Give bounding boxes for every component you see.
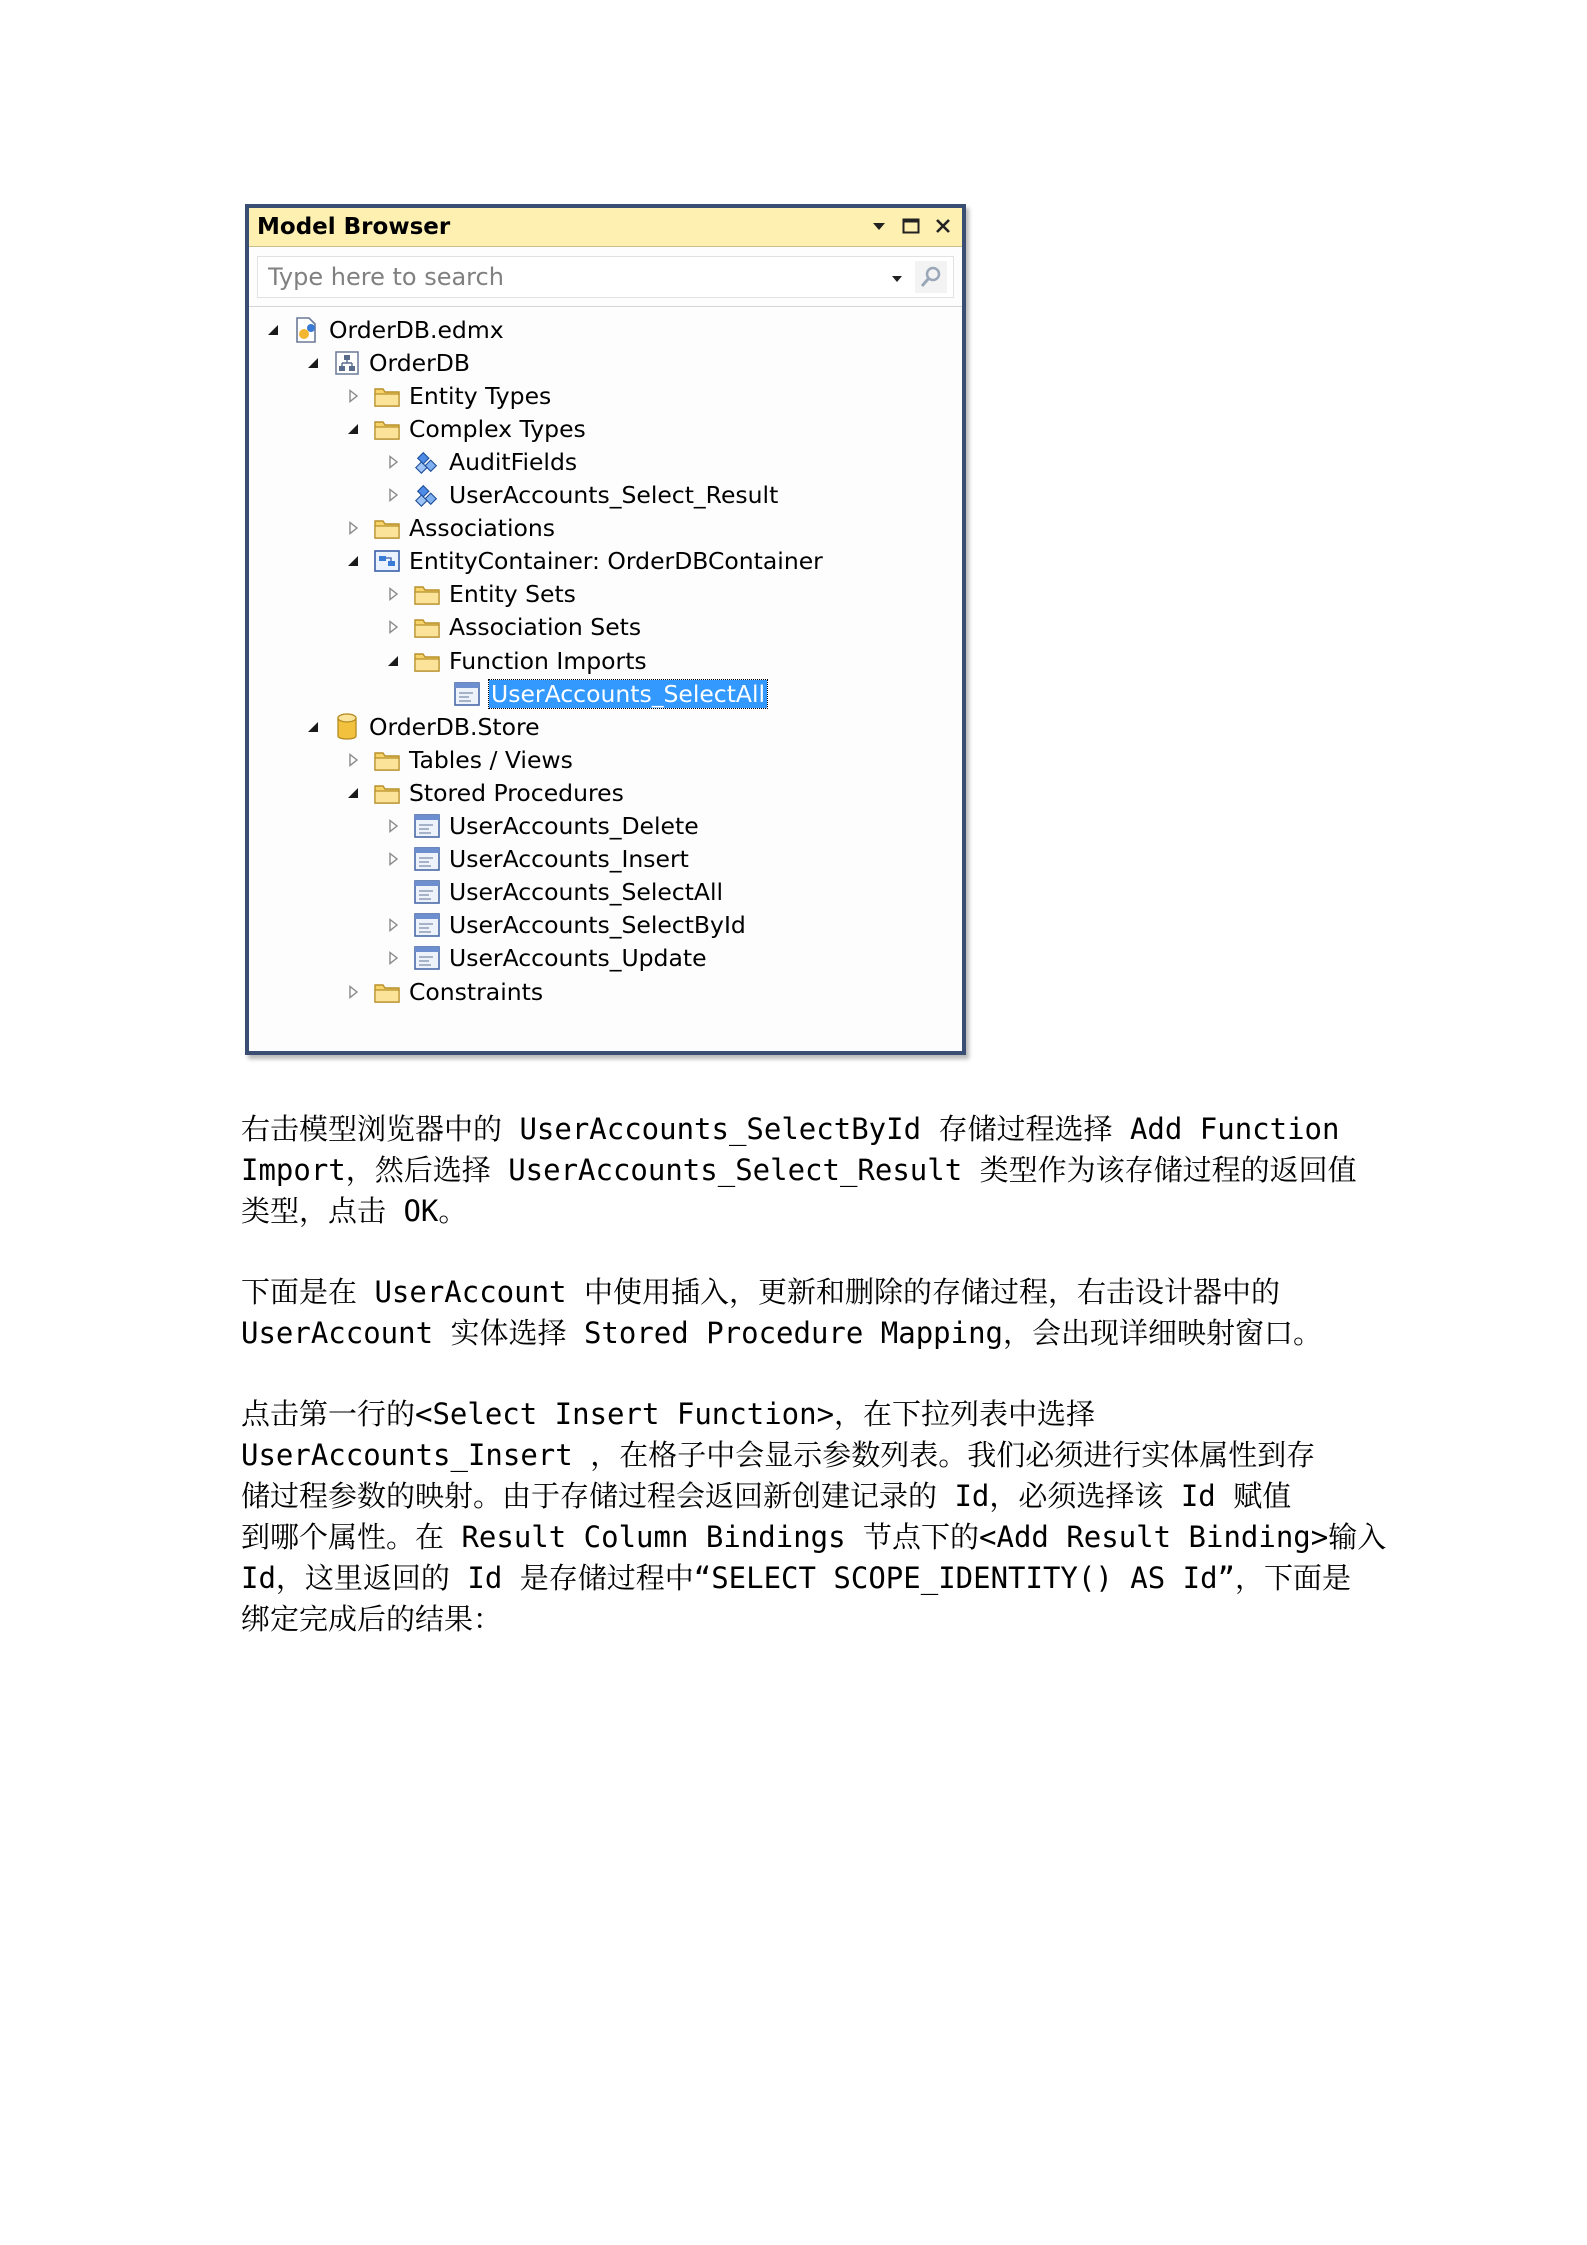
folder-icon xyxy=(373,514,401,542)
tree-node[interactable] xyxy=(305,710,540,743)
tree-node-label: Entity Sets xyxy=(449,580,576,609)
maximize-icon[interactable] xyxy=(898,212,924,240)
entity-container-icon xyxy=(373,547,401,575)
tree-node-label: UserAccounts_Select_Result xyxy=(449,481,779,509)
folder-icon xyxy=(373,746,401,774)
tree-node[interactable] xyxy=(345,412,586,445)
tree-node-label: Tables / Views xyxy=(409,745,573,774)
tree-node[interactable] xyxy=(345,743,573,776)
model-browser-window xyxy=(245,204,966,1055)
collapsed-arrow-icon[interactable] xyxy=(385,950,401,966)
collapsed-arrow-icon[interactable] xyxy=(385,917,401,933)
text-line: 点击第一行的<Select Insert Function>，在下拉列表中选择 xyxy=(241,1397,1096,1431)
tree-node[interactable] xyxy=(385,810,699,843)
collapsed-arrow-icon[interactable] xyxy=(345,388,361,404)
tree-node[interactable] xyxy=(345,975,543,1008)
text-line: 类型，点击 OK。 xyxy=(241,1194,468,1228)
tree-node-label: Entity Types xyxy=(409,381,552,410)
folder-icon xyxy=(373,382,401,410)
tree-node-label: Constraints xyxy=(409,977,544,1006)
tree-node-label: UserAccounts_Insert xyxy=(449,845,689,874)
expanded-arrow-icon[interactable] xyxy=(265,322,281,338)
tree-node-label: Complex Types xyxy=(409,414,586,443)
tree-node[interactable] xyxy=(385,611,641,644)
tree-node[interactable] xyxy=(385,843,689,876)
expanded-arrow-icon[interactable] xyxy=(305,719,321,735)
collapsed-arrow-icon[interactable] xyxy=(385,818,401,834)
tree-node[interactable] xyxy=(385,445,577,478)
folder-icon xyxy=(413,647,441,675)
expanded-arrow-icon[interactable] xyxy=(345,785,361,801)
tree-node[interactable] xyxy=(425,677,767,710)
tree-node[interactable] xyxy=(385,479,778,512)
text-line: 下面是在 UserAccount 中使用插入，更新和删除的存储过程，右击设计器中的 xyxy=(241,1275,1280,1309)
expanded-arrow-icon[interactable] xyxy=(345,421,361,437)
function-icon xyxy=(453,680,481,708)
model-icon xyxy=(333,349,361,377)
collapsed-arrow-icon[interactable] xyxy=(385,619,401,635)
search-box xyxy=(257,256,954,298)
text-line: UserAccount 实体选择 Stored Procedure Mapping，会出现详细映射窗口。 xyxy=(241,1316,1323,1350)
model-browser-title-bar xyxy=(249,208,962,247)
window-position-dropdown-icon[interactable] xyxy=(866,212,892,240)
folder-icon xyxy=(413,580,441,608)
tree-node-label: OrderDB.Store xyxy=(369,712,540,741)
expanded-arrow-icon[interactable] xyxy=(345,553,361,569)
tree-node[interactable] xyxy=(385,578,576,611)
database-icon xyxy=(333,713,361,741)
tree-node-label: Associations xyxy=(409,514,556,543)
function-icon xyxy=(413,845,441,873)
collapsed-arrow-icon[interactable] xyxy=(385,851,401,867)
text-line: Id，这里返回的 Id 是存储过程中“SELECT SCOPE_IDENTITY() AS Id”，下面是 xyxy=(241,1561,1352,1595)
search-row xyxy=(249,247,962,307)
text-line: 右击模型浏览器中的 UserAccounts_SelectById 存储过程选择 Add Function xyxy=(241,1112,1340,1146)
tree-node-label: Function Imports xyxy=(449,646,647,675)
tree-node-label: AuditFields xyxy=(449,447,578,476)
tree-node[interactable] xyxy=(385,644,647,677)
model-browser-title: Model Browser xyxy=(257,214,451,240)
tree-node[interactable] xyxy=(305,346,470,379)
text-line: 到哪个属性。在 Result Column Bindings 节点下的<Add Result Binding>输入 xyxy=(241,1520,1387,1554)
folder-icon xyxy=(373,415,401,443)
collapsed-arrow-icon[interactable] xyxy=(345,752,361,768)
tree-node[interactable] xyxy=(265,313,504,346)
tree-node[interactable] xyxy=(385,876,723,909)
paragraph-insert-function-binding xyxy=(241,1394,1387,1640)
folder-icon xyxy=(373,978,401,1006)
text-line: UserAccounts_Insert ，在格子中会显示参数列表。我们必须进行实体属性到存 xyxy=(241,1438,1316,1472)
collapsed-arrow-icon[interactable] xyxy=(345,984,361,1000)
tree-node-label: EntityContainer: OrderDBContainer xyxy=(409,547,823,576)
tree-node[interactable] xyxy=(345,512,555,545)
tree-node-label: UserAccounts_Update xyxy=(449,944,707,973)
collapsed-arrow-icon[interactable] xyxy=(385,487,401,503)
collapsed-arrow-icon[interactable] xyxy=(385,454,401,470)
tree-node-label: UserAccounts_SelectAll xyxy=(449,878,724,907)
text-line: 绑定完成后的结果： xyxy=(241,1602,503,1636)
edmx-file-icon xyxy=(293,316,321,344)
function-icon xyxy=(413,944,441,972)
function-icon xyxy=(413,812,441,840)
tree-node-label: OrderDB xyxy=(369,348,470,377)
text-line: Import，然后选择 UserAccounts_Select_Result 类型作为该存储过程的返回值 xyxy=(241,1153,1357,1187)
tree-node-label: Stored Procedures xyxy=(409,778,624,807)
search-input[interactable] xyxy=(268,263,828,291)
tree-node-label: Association Sets xyxy=(449,613,642,642)
tree-node[interactable] xyxy=(385,909,746,942)
tree-node-label: OrderDB.edmx xyxy=(329,315,504,344)
folder-icon xyxy=(373,779,401,807)
collapsed-arrow-icon[interactable] xyxy=(385,586,401,602)
function-icon xyxy=(413,911,441,939)
complex-type-icon xyxy=(413,481,441,509)
expanded-arrow-icon[interactable] xyxy=(305,355,321,371)
tree-node[interactable] xyxy=(385,942,707,975)
function-icon xyxy=(413,878,441,906)
text-line: 储过程参数的映射。由于存储过程会返回新创建记录的 Id，必须选择该 Id 赋值 xyxy=(241,1479,1292,1513)
tree-node-label: UserAccounts_SelectAll xyxy=(491,679,766,708)
collapsed-arrow-icon[interactable] xyxy=(345,520,361,536)
tree-node[interactable] xyxy=(345,379,551,412)
paragraph-stored-procedure-mapping xyxy=(241,1272,1361,1354)
search-history-dropdown-icon[interactable] xyxy=(891,269,903,288)
paragraph-add-function-import xyxy=(241,1109,1361,1232)
tree-node[interactable] xyxy=(345,776,624,809)
folder-icon xyxy=(413,613,441,641)
close-icon[interactable] xyxy=(930,212,956,240)
complex-type-icon xyxy=(413,448,441,476)
search-icon[interactable] xyxy=(915,261,947,293)
tree-node[interactable] xyxy=(345,545,823,578)
tree-node-label: UserAccounts_Delete xyxy=(449,812,699,840)
tree-node-label: UserAccounts_SelectById xyxy=(449,911,746,940)
expanded-arrow-icon[interactable] xyxy=(385,653,401,669)
